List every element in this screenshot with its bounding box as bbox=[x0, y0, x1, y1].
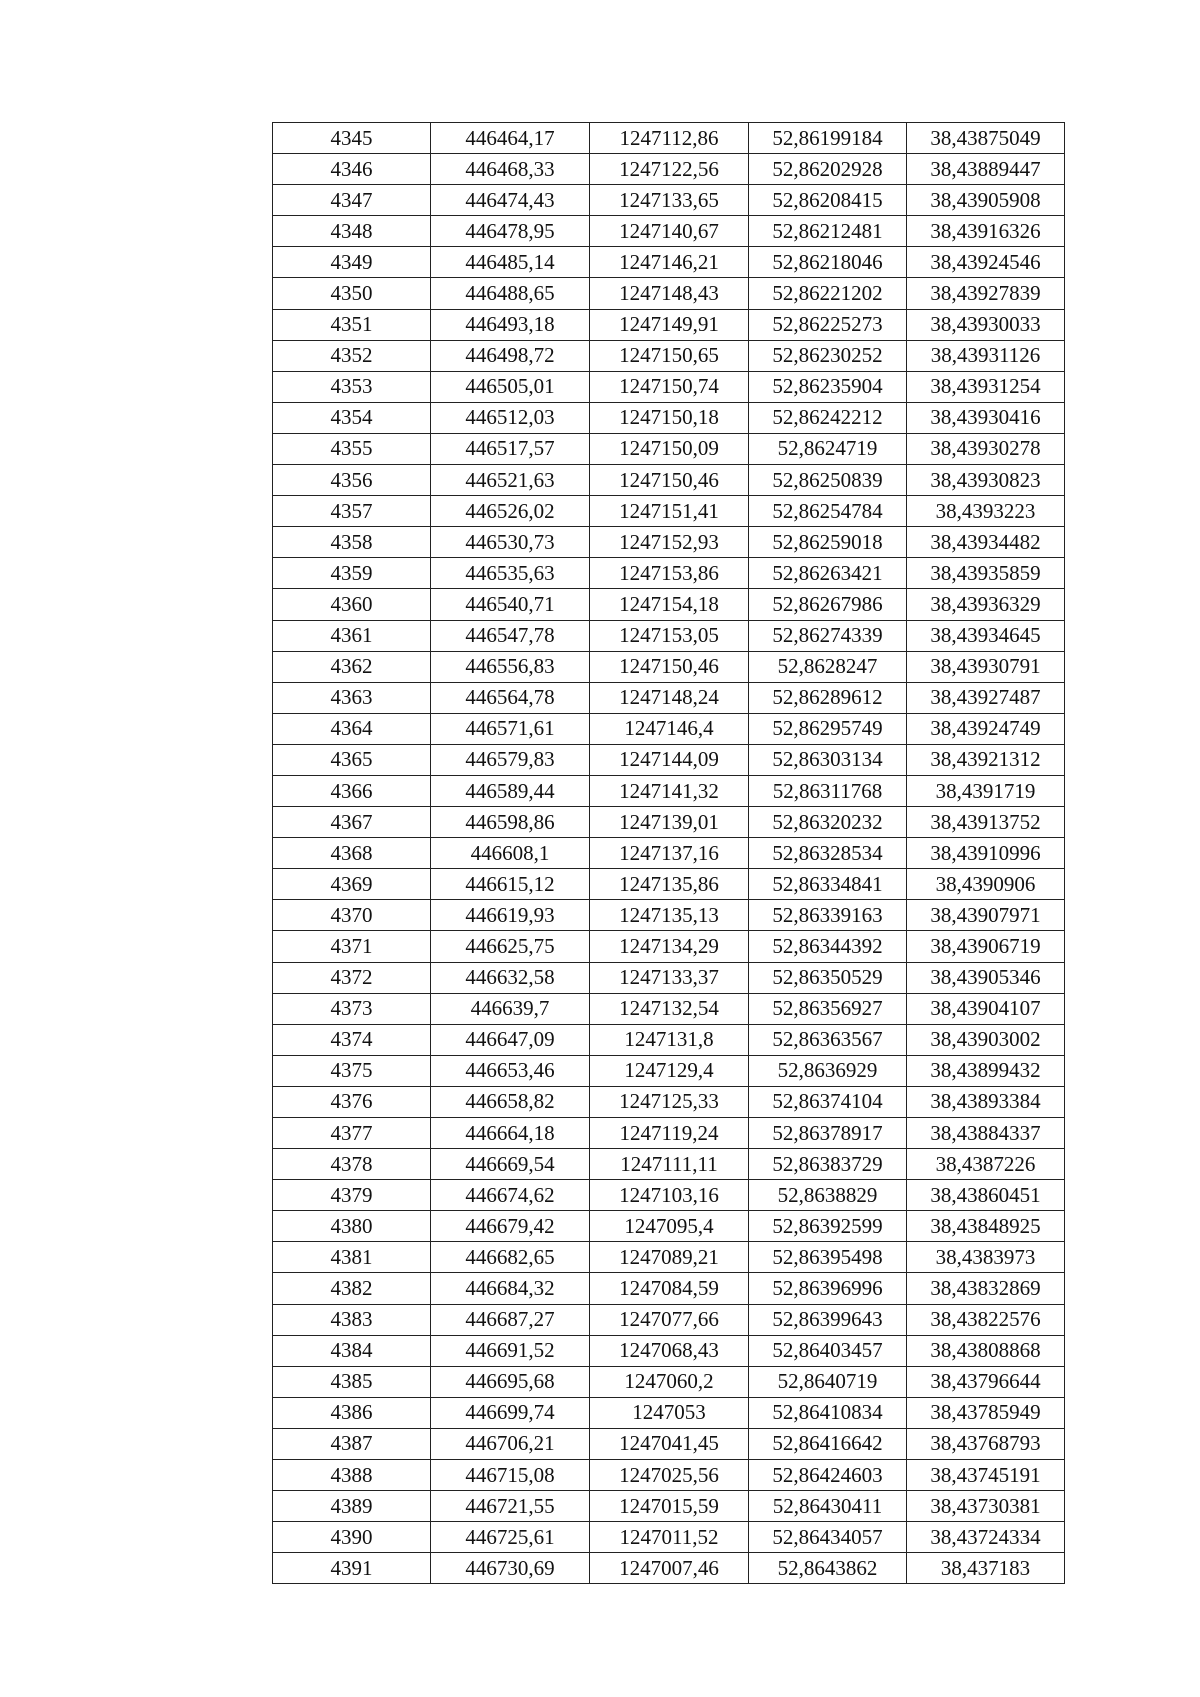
latitude-cell: 52,86225273 bbox=[749, 309, 907, 340]
latitude-cell: 52,86320232 bbox=[749, 807, 907, 838]
table-row bbox=[273, 527, 1065, 558]
latitude-cell: 52,86250839 bbox=[749, 465, 907, 496]
y-coordinate-cell: 1247011,52 bbox=[590, 1522, 749, 1553]
point-number-cell: 4376 bbox=[273, 1086, 431, 1117]
table-row bbox=[273, 713, 1065, 744]
table-row bbox=[273, 775, 1065, 806]
table-row bbox=[273, 1273, 1065, 1304]
table-row bbox=[273, 1118, 1065, 1149]
y-coordinate-cell: 1247137,16 bbox=[590, 838, 749, 869]
latitude-cell: 52,86424603 bbox=[749, 1460, 907, 1491]
x-coordinate-cell: 446658,82 bbox=[431, 1086, 590, 1117]
latitude-cell: 52,86396996 bbox=[749, 1273, 907, 1304]
x-coordinate-cell: 446632,58 bbox=[431, 962, 590, 993]
x-coordinate-cell: 446608,1 bbox=[431, 838, 590, 869]
point-number-cell: 4361 bbox=[273, 620, 431, 651]
table-row bbox=[273, 154, 1065, 185]
point-number-cell: 4382 bbox=[273, 1273, 431, 1304]
x-coordinate-cell: 446730,69 bbox=[431, 1553, 590, 1584]
x-coordinate-cell: 446589,44 bbox=[431, 775, 590, 806]
table-row bbox=[273, 1460, 1065, 1491]
table-row bbox=[273, 620, 1065, 651]
point-number-cell: 4366 bbox=[273, 775, 431, 806]
x-coordinate-cell: 446598,86 bbox=[431, 807, 590, 838]
x-coordinate-cell: 446474,43 bbox=[431, 185, 590, 216]
latitude-cell: 52,86378917 bbox=[749, 1118, 907, 1149]
longitude-cell: 38,43905346 bbox=[907, 962, 1065, 993]
longitude-cell: 38,43927839 bbox=[907, 278, 1065, 309]
point-number-cell: 4378 bbox=[273, 1149, 431, 1180]
y-coordinate-cell: 1247146,4 bbox=[590, 713, 749, 744]
x-coordinate-cell: 446721,55 bbox=[431, 1491, 590, 1522]
x-coordinate-cell: 446530,73 bbox=[431, 527, 590, 558]
longitude-cell: 38,43808868 bbox=[907, 1335, 1065, 1366]
table-row bbox=[273, 651, 1065, 682]
longitude-cell: 38,4393223 bbox=[907, 496, 1065, 527]
longitude-cell: 38,43832869 bbox=[907, 1273, 1065, 1304]
x-coordinate-cell: 446691,52 bbox=[431, 1335, 590, 1366]
x-coordinate-cell: 446478,95 bbox=[431, 216, 590, 247]
table-row bbox=[273, 1335, 1065, 1366]
x-coordinate-cell: 446579,83 bbox=[431, 744, 590, 775]
point-number-cell: 4363 bbox=[273, 682, 431, 713]
point-number-cell: 4384 bbox=[273, 1335, 431, 1366]
latitude-cell: 52,86344392 bbox=[749, 931, 907, 962]
table-row bbox=[273, 1366, 1065, 1397]
latitude-cell: 52,86334841 bbox=[749, 869, 907, 900]
longitude-cell: 38,43924749 bbox=[907, 713, 1065, 744]
longitude-cell: 38,43931126 bbox=[907, 340, 1065, 371]
table-row bbox=[273, 993, 1065, 1024]
coordinates-table bbox=[272, 122, 1065, 1584]
point-number-cell: 4387 bbox=[273, 1428, 431, 1459]
point-number-cell: 4362 bbox=[273, 651, 431, 682]
point-number-cell: 4350 bbox=[273, 278, 431, 309]
y-coordinate-cell: 1247133,37 bbox=[590, 962, 749, 993]
y-coordinate-cell: 1247150,18 bbox=[590, 402, 749, 433]
point-number-cell: 4353 bbox=[273, 371, 431, 402]
y-coordinate-cell: 1247103,16 bbox=[590, 1180, 749, 1211]
latitude-cell: 52,86212481 bbox=[749, 216, 907, 247]
x-coordinate-cell: 446540,71 bbox=[431, 589, 590, 620]
table-row bbox=[273, 1522, 1065, 1553]
longitude-cell: 38,43768793 bbox=[907, 1428, 1065, 1459]
table-row bbox=[273, 1304, 1065, 1335]
point-number-cell: 4354 bbox=[273, 402, 431, 433]
point-number-cell: 4357 bbox=[273, 496, 431, 527]
table-row bbox=[273, 1428, 1065, 1459]
point-number-cell: 4383 bbox=[273, 1304, 431, 1335]
longitude-cell: 38,43930791 bbox=[907, 651, 1065, 682]
latitude-cell: 52,86416642 bbox=[749, 1428, 907, 1459]
y-coordinate-cell: 1247144,09 bbox=[590, 744, 749, 775]
point-number-cell: 4371 bbox=[273, 931, 431, 962]
table-row bbox=[273, 931, 1065, 962]
longitude-cell: 38,43904107 bbox=[907, 993, 1065, 1024]
y-coordinate-cell: 1247129,4 bbox=[590, 1055, 749, 1086]
longitude-cell: 38,43889447 bbox=[907, 154, 1065, 185]
table-row bbox=[273, 309, 1065, 340]
x-coordinate-cell: 446464,17 bbox=[431, 123, 590, 154]
y-coordinate-cell: 1247150,09 bbox=[590, 433, 749, 464]
longitude-cell: 38,43907971 bbox=[907, 900, 1065, 931]
coordinates-table-body bbox=[273, 123, 1065, 1584]
latitude-cell: 52,86363567 bbox=[749, 1024, 907, 1055]
table-row bbox=[273, 558, 1065, 589]
x-coordinate-cell: 446488,65 bbox=[431, 278, 590, 309]
point-number-cell: 4375 bbox=[273, 1055, 431, 1086]
x-coordinate-cell: 446564,78 bbox=[431, 682, 590, 713]
longitude-cell: 38,43724334 bbox=[907, 1522, 1065, 1553]
y-coordinate-cell: 1247007,46 bbox=[590, 1553, 749, 1584]
latitude-cell: 52,86383729 bbox=[749, 1149, 907, 1180]
table-row bbox=[273, 1086, 1065, 1117]
point-number-cell: 4367 bbox=[273, 807, 431, 838]
longitude-cell: 38,43934482 bbox=[907, 527, 1065, 558]
table-row bbox=[273, 278, 1065, 309]
latitude-cell: 52,86303134 bbox=[749, 744, 907, 775]
latitude-cell: 52,86267986 bbox=[749, 589, 907, 620]
y-coordinate-cell: 1247125,33 bbox=[590, 1086, 749, 1117]
longitude-cell: 38,43934645 bbox=[907, 620, 1065, 651]
longitude-cell: 38,43905908 bbox=[907, 185, 1065, 216]
longitude-cell: 38,43785949 bbox=[907, 1397, 1065, 1428]
table-row bbox=[273, 216, 1065, 247]
table-row bbox=[273, 1491, 1065, 1522]
point-number-cell: 4359 bbox=[273, 558, 431, 589]
latitude-cell: 52,86218046 bbox=[749, 247, 907, 278]
y-coordinate-cell: 1247152,93 bbox=[590, 527, 749, 558]
longitude-cell: 38,43796644 bbox=[907, 1366, 1065, 1397]
latitude-cell: 52,86410834 bbox=[749, 1397, 907, 1428]
point-number-cell: 4355 bbox=[273, 433, 431, 464]
point-number-cell: 4364 bbox=[273, 713, 431, 744]
longitude-cell: 38,43921312 bbox=[907, 744, 1065, 775]
point-number-cell: 4381 bbox=[273, 1242, 431, 1273]
x-coordinate-cell: 446679,42 bbox=[431, 1211, 590, 1242]
point-number-cell: 4356 bbox=[273, 465, 431, 496]
y-coordinate-cell: 1247112,86 bbox=[590, 123, 749, 154]
latitude-cell: 52,86295749 bbox=[749, 713, 907, 744]
point-number-cell: 4377 bbox=[273, 1118, 431, 1149]
x-coordinate-cell: 446493,18 bbox=[431, 309, 590, 340]
latitude-cell: 52,86202928 bbox=[749, 154, 907, 185]
x-coordinate-cell: 446674,62 bbox=[431, 1180, 590, 1211]
point-number-cell: 4348 bbox=[273, 216, 431, 247]
longitude-cell: 38,43924546 bbox=[907, 247, 1065, 278]
x-coordinate-cell: 446485,14 bbox=[431, 247, 590, 278]
point-number-cell: 4380 bbox=[273, 1211, 431, 1242]
point-number-cell: 4373 bbox=[273, 993, 431, 1024]
y-coordinate-cell: 1247149,91 bbox=[590, 309, 749, 340]
latitude-cell: 52,86311768 bbox=[749, 775, 907, 806]
y-coordinate-cell: 1247111,11 bbox=[590, 1149, 749, 1180]
x-coordinate-cell: 446682,65 bbox=[431, 1242, 590, 1273]
x-coordinate-cell: 446725,61 bbox=[431, 1522, 590, 1553]
table-row bbox=[273, 1180, 1065, 1211]
y-coordinate-cell: 1247141,32 bbox=[590, 775, 749, 806]
point-number-cell: 4360 bbox=[273, 589, 431, 620]
x-coordinate-cell: 446669,54 bbox=[431, 1149, 590, 1180]
y-coordinate-cell: 1247153,86 bbox=[590, 558, 749, 589]
y-coordinate-cell: 1247139,01 bbox=[590, 807, 749, 838]
y-coordinate-cell: 1247154,18 bbox=[590, 589, 749, 620]
point-number-cell: 4391 bbox=[273, 1553, 431, 1584]
table-row bbox=[273, 1211, 1065, 1242]
latitude-cell: 52,8640719 bbox=[749, 1366, 907, 1397]
latitude-cell: 52,86356927 bbox=[749, 993, 907, 1024]
table-row bbox=[273, 340, 1065, 371]
table-row bbox=[273, 123, 1065, 154]
longitude-cell: 38,43860451 bbox=[907, 1180, 1065, 1211]
point-number-cell: 4358 bbox=[273, 527, 431, 558]
y-coordinate-cell: 1247140,67 bbox=[590, 216, 749, 247]
x-coordinate-cell: 446571,61 bbox=[431, 713, 590, 744]
x-coordinate-cell: 446505,01 bbox=[431, 371, 590, 402]
y-coordinate-cell: 1247150,74 bbox=[590, 371, 749, 402]
y-coordinate-cell: 1247134,29 bbox=[590, 931, 749, 962]
x-coordinate-cell: 446687,27 bbox=[431, 1304, 590, 1335]
latitude-cell: 52,8628247 bbox=[749, 651, 907, 682]
y-coordinate-cell: 1247150,46 bbox=[590, 651, 749, 682]
y-coordinate-cell: 1247150,46 bbox=[590, 465, 749, 496]
longitude-cell: 38,43910996 bbox=[907, 838, 1065, 869]
longitude-cell: 38,43930278 bbox=[907, 433, 1065, 464]
point-number-cell: 4352 bbox=[273, 340, 431, 371]
y-coordinate-cell: 1247135,86 bbox=[590, 869, 749, 900]
latitude-cell: 52,86254784 bbox=[749, 496, 907, 527]
latitude-cell: 52,86208415 bbox=[749, 185, 907, 216]
longitude-cell: 38,43930033 bbox=[907, 309, 1065, 340]
latitude-cell: 52,8624719 bbox=[749, 433, 907, 464]
point-number-cell: 4349 bbox=[273, 247, 431, 278]
latitude-cell: 52,86430411 bbox=[749, 1491, 907, 1522]
latitude-cell: 52,86395498 bbox=[749, 1242, 907, 1273]
longitude-cell: 38,4387226 bbox=[907, 1149, 1065, 1180]
longitude-cell: 38,43730381 bbox=[907, 1491, 1065, 1522]
x-coordinate-cell: 446684,32 bbox=[431, 1273, 590, 1304]
y-coordinate-cell: 1247146,21 bbox=[590, 247, 749, 278]
y-coordinate-cell: 1247095,4 bbox=[590, 1211, 749, 1242]
latitude-cell: 52,8638829 bbox=[749, 1180, 907, 1211]
table-row bbox=[273, 465, 1065, 496]
x-coordinate-cell: 446706,21 bbox=[431, 1428, 590, 1459]
point-number-cell: 4347 bbox=[273, 185, 431, 216]
latitude-cell: 52,86235904 bbox=[749, 371, 907, 402]
point-number-cell: 4345 bbox=[273, 123, 431, 154]
x-coordinate-cell: 446535,63 bbox=[431, 558, 590, 589]
longitude-cell: 38,4383973 bbox=[907, 1242, 1065, 1273]
longitude-cell: 38,43899432 bbox=[907, 1055, 1065, 1086]
table-row bbox=[273, 1149, 1065, 1180]
x-coordinate-cell: 446521,63 bbox=[431, 465, 590, 496]
y-coordinate-cell: 1247084,59 bbox=[590, 1273, 749, 1304]
point-number-cell: 4390 bbox=[273, 1522, 431, 1553]
table-row bbox=[273, 962, 1065, 993]
table-row bbox=[273, 744, 1065, 775]
latitude-cell: 52,86392599 bbox=[749, 1211, 907, 1242]
point-number-cell: 4374 bbox=[273, 1024, 431, 1055]
longitude-cell: 38,43884337 bbox=[907, 1118, 1065, 1149]
longitude-cell: 38,43903002 bbox=[907, 1024, 1065, 1055]
y-coordinate-cell: 1247122,56 bbox=[590, 154, 749, 185]
y-coordinate-cell: 1247133,65 bbox=[590, 185, 749, 216]
longitude-cell: 38,4390906 bbox=[907, 869, 1065, 900]
y-coordinate-cell: 1247148,43 bbox=[590, 278, 749, 309]
table-row bbox=[273, 1397, 1065, 1428]
x-coordinate-cell: 446547,78 bbox=[431, 620, 590, 651]
y-coordinate-cell: 1247153,05 bbox=[590, 620, 749, 651]
latitude-cell: 52,86263421 bbox=[749, 558, 907, 589]
latitude-cell: 52,86242212 bbox=[749, 402, 907, 433]
point-number-cell: 4372 bbox=[273, 962, 431, 993]
table-row bbox=[273, 496, 1065, 527]
y-coordinate-cell: 1247150,65 bbox=[590, 340, 749, 371]
latitude-cell: 52,86221202 bbox=[749, 278, 907, 309]
table-row bbox=[273, 900, 1065, 931]
y-coordinate-cell: 1247015,59 bbox=[590, 1491, 749, 1522]
x-coordinate-cell: 446647,09 bbox=[431, 1024, 590, 1055]
longitude-cell: 38,43936329 bbox=[907, 589, 1065, 620]
x-coordinate-cell: 446699,74 bbox=[431, 1397, 590, 1428]
longitude-cell: 38,43848925 bbox=[907, 1211, 1065, 1242]
table-row bbox=[273, 838, 1065, 869]
table-row bbox=[273, 1242, 1065, 1273]
table-row bbox=[273, 247, 1065, 278]
longitude-cell: 38,43930416 bbox=[907, 402, 1065, 433]
table-row bbox=[273, 1024, 1065, 1055]
table-row bbox=[273, 185, 1065, 216]
y-coordinate-cell: 1247089,21 bbox=[590, 1242, 749, 1273]
x-coordinate-cell: 446615,12 bbox=[431, 869, 590, 900]
latitude-cell: 52,86434057 bbox=[749, 1522, 907, 1553]
x-coordinate-cell: 446715,08 bbox=[431, 1460, 590, 1491]
y-coordinate-cell: 1247077,66 bbox=[590, 1304, 749, 1335]
latitude-cell: 52,86403457 bbox=[749, 1335, 907, 1366]
y-coordinate-cell: 1247135,13 bbox=[590, 900, 749, 931]
x-coordinate-cell: 446468,33 bbox=[431, 154, 590, 185]
x-coordinate-cell: 446664,18 bbox=[431, 1118, 590, 1149]
longitude-cell: 38,43893384 bbox=[907, 1086, 1065, 1117]
latitude-cell: 52,86399643 bbox=[749, 1304, 907, 1335]
table-row bbox=[273, 433, 1065, 464]
point-number-cell: 4385 bbox=[273, 1366, 431, 1397]
longitude-cell: 38,43935859 bbox=[907, 558, 1065, 589]
y-coordinate-cell: 1247132,54 bbox=[590, 993, 749, 1024]
point-number-cell: 4379 bbox=[273, 1180, 431, 1211]
point-number-cell: 4365 bbox=[273, 744, 431, 775]
table-row bbox=[273, 682, 1065, 713]
longitude-cell: 38,43875049 bbox=[907, 123, 1065, 154]
x-coordinate-cell: 446512,03 bbox=[431, 402, 590, 433]
x-coordinate-cell: 446556,83 bbox=[431, 651, 590, 682]
latitude-cell: 52,86328534 bbox=[749, 838, 907, 869]
table-row bbox=[273, 1055, 1065, 1086]
longitude-cell: 38,43822576 bbox=[907, 1304, 1065, 1335]
y-coordinate-cell: 1247053 bbox=[590, 1397, 749, 1428]
x-coordinate-cell: 446526,02 bbox=[431, 496, 590, 527]
document-page bbox=[272, 122, 1064, 1584]
table-row bbox=[273, 807, 1065, 838]
longitude-cell: 38,43927487 bbox=[907, 682, 1065, 713]
x-coordinate-cell: 446625,75 bbox=[431, 931, 590, 962]
latitude-cell: 52,8643862 bbox=[749, 1553, 907, 1584]
y-coordinate-cell: 1247041,45 bbox=[590, 1428, 749, 1459]
latitude-cell: 52,86350529 bbox=[749, 962, 907, 993]
table-row bbox=[273, 371, 1065, 402]
longitude-cell: 38,43931254 bbox=[907, 371, 1065, 402]
longitude-cell: 38,43916326 bbox=[907, 216, 1065, 247]
y-coordinate-cell: 1247025,56 bbox=[590, 1460, 749, 1491]
table-row bbox=[273, 402, 1065, 433]
point-number-cell: 4388 bbox=[273, 1460, 431, 1491]
point-number-cell: 4369 bbox=[273, 869, 431, 900]
y-coordinate-cell: 1247148,24 bbox=[590, 682, 749, 713]
latitude-cell: 52,86274339 bbox=[749, 620, 907, 651]
longitude-cell: 38,4391719 bbox=[907, 775, 1065, 806]
y-coordinate-cell: 1247068,43 bbox=[590, 1335, 749, 1366]
point-number-cell: 4386 bbox=[273, 1397, 431, 1428]
y-coordinate-cell: 1247151,41 bbox=[590, 496, 749, 527]
point-number-cell: 4346 bbox=[273, 154, 431, 185]
point-number-cell: 4370 bbox=[273, 900, 431, 931]
y-coordinate-cell: 1247060,2 bbox=[590, 1366, 749, 1397]
table-row bbox=[273, 869, 1065, 900]
y-coordinate-cell: 1247119,24 bbox=[590, 1118, 749, 1149]
latitude-cell: 52,8636929 bbox=[749, 1055, 907, 1086]
latitude-cell: 52,86259018 bbox=[749, 527, 907, 558]
point-number-cell: 4351 bbox=[273, 309, 431, 340]
point-number-cell: 4389 bbox=[273, 1491, 431, 1522]
latitude-cell: 52,86289612 bbox=[749, 682, 907, 713]
y-coordinate-cell: 1247131,8 bbox=[590, 1024, 749, 1055]
table-row bbox=[273, 1553, 1065, 1584]
x-coordinate-cell: 446498,72 bbox=[431, 340, 590, 371]
latitude-cell: 52,86339163 bbox=[749, 900, 907, 931]
latitude-cell: 52,86199184 bbox=[749, 123, 907, 154]
latitude-cell: 52,86230252 bbox=[749, 340, 907, 371]
longitude-cell: 38,43913752 bbox=[907, 807, 1065, 838]
x-coordinate-cell: 446695,68 bbox=[431, 1366, 590, 1397]
longitude-cell: 38,437183 bbox=[907, 1553, 1065, 1584]
longitude-cell: 38,43906719 bbox=[907, 931, 1065, 962]
point-number-cell: 4368 bbox=[273, 838, 431, 869]
x-coordinate-cell: 446653,46 bbox=[431, 1055, 590, 1086]
x-coordinate-cell: 446639,7 bbox=[431, 993, 590, 1024]
x-coordinate-cell: 446619,93 bbox=[431, 900, 590, 931]
latitude-cell: 52,86374104 bbox=[749, 1086, 907, 1117]
longitude-cell: 38,43745191 bbox=[907, 1460, 1065, 1491]
longitude-cell: 38,43930823 bbox=[907, 465, 1065, 496]
table-row bbox=[273, 589, 1065, 620]
x-coordinate-cell: 446517,57 bbox=[431, 433, 590, 464]
